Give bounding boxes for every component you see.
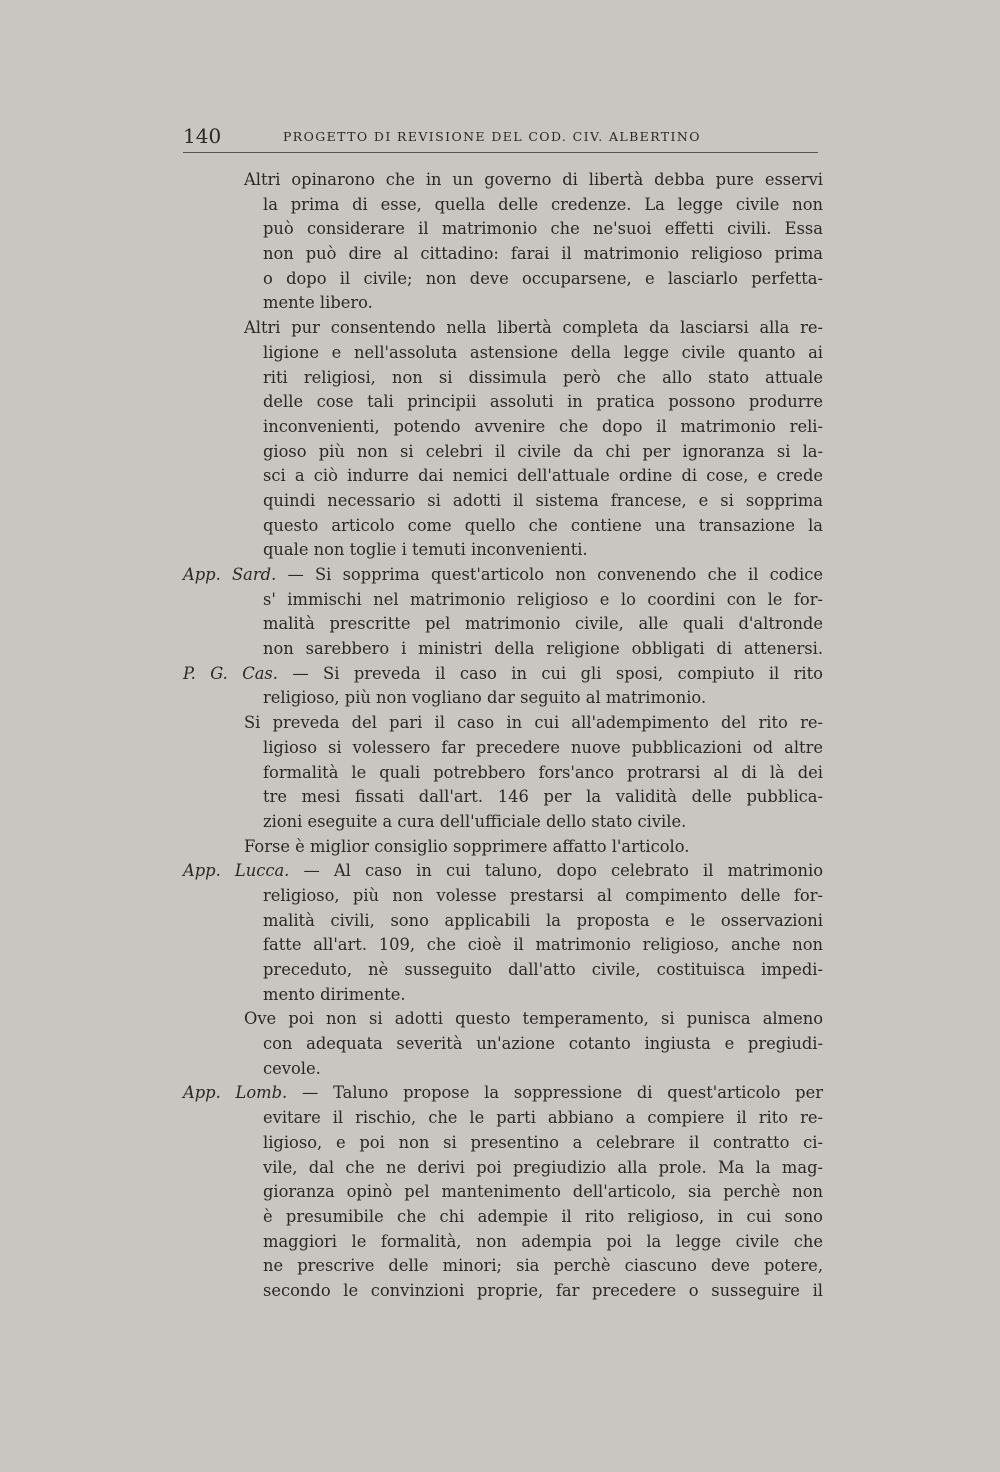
text-line bbox=[183, 390, 823, 415]
page-header bbox=[183, 124, 818, 150]
line-text: — Taluno propose la soppressione di quest'articolo per bbox=[287, 1083, 823, 1103]
text-line bbox=[183, 884, 823, 909]
line-text: non sarebbero i ministri della religione obbligati di attenersi. bbox=[263, 639, 823, 659]
text-line bbox=[183, 1180, 823, 1205]
text-line bbox=[183, 440, 823, 465]
source-label: App. Lomb. bbox=[183, 1083, 288, 1103]
text-line bbox=[183, 711, 823, 736]
text-line bbox=[183, 1279, 823, 1304]
text-line bbox=[183, 859, 823, 884]
text-line bbox=[183, 736, 823, 761]
line-text: — Si sopprima quest'articolo non convenendo che il codice bbox=[276, 565, 823, 584]
line-text: ligione e nell'assoluta astensione della legge civile quanto ai bbox=[263, 342, 823, 362]
text-line bbox=[183, 1205, 823, 1230]
text-line bbox=[183, 168, 823, 193]
text-line bbox=[183, 538, 823, 563]
text-line bbox=[183, 810, 823, 835]
running-title: PROGETTO DI REVISIONE DEL COD. CIV. ALBERTINO bbox=[283, 129, 701, 144]
line-text: cevole. bbox=[263, 1058, 321, 1078]
text-line bbox=[183, 242, 823, 267]
line-text: ne prescrive delle minori; sia perchè ciascuno deve potere, bbox=[263, 1256, 823, 1276]
line-text: malità prescritte pel matrimonio civile, alle quali d'altronde bbox=[263, 614, 823, 634]
text-line bbox=[183, 612, 823, 637]
text-line bbox=[183, 1254, 823, 1279]
text-line bbox=[183, 835, 823, 860]
text-line bbox=[183, 316, 823, 341]
line-text: religioso, più non volesse prestarsi al compimento delle for- bbox=[263, 885, 823, 905]
text-line bbox=[183, 1131, 823, 1156]
line-text: evitare il rischio, che le parti abbiano a compiere il rito re- bbox=[263, 1108, 823, 1128]
text-line bbox=[183, 662, 823, 687]
text-line bbox=[183, 217, 823, 242]
line-text: inconvenienti, potendo avvenire che dopo il matrimonio reli- bbox=[263, 416, 823, 436]
line-text: Altri pur consentendo nella libertà completa da lasciarsi alla re- bbox=[244, 318, 823, 338]
line-text: Altri opinarono che in un governo di libertà debba pure esservi bbox=[244, 170, 823, 189]
line-text: gioranza opinò pel mantenimento dell'articolo, sia perchè non bbox=[263, 1182, 823, 1202]
line-text: ligioso si volessero far precedere nuove pubblicazioni od altre bbox=[263, 737, 823, 757]
header-rule bbox=[183, 152, 818, 153]
body-text bbox=[183, 168, 823, 1304]
line-text: formalità le quali potrebbero fors'anco protrarsi al di là dei bbox=[263, 762, 823, 782]
line-text: preceduto, nè susseguito dall'atto civile, costituisca impedi- bbox=[263, 960, 823, 979]
text-line bbox=[183, 563, 823, 588]
text-line bbox=[183, 761, 823, 786]
line-text: o dopo il civile; non deve occuparsene, e lasciarlo perfetta- bbox=[263, 268, 823, 288]
line-text: fatte all'art. 109, che cioè il matrimonio religioso, anche non bbox=[263, 935, 823, 955]
line-text: sci a ciò indurre dai nemici dell'attuale ordine di cose, e crede bbox=[263, 466, 823, 486]
line-text: la prima di esse, quella delle credenze. La legge civile non bbox=[263, 194, 823, 214]
text-line bbox=[183, 291, 823, 316]
text-line bbox=[183, 415, 823, 440]
line-text: quindi necessario si adotti il sistema francese, e si sopprima bbox=[263, 490, 823, 510]
text-line bbox=[183, 514, 823, 539]
line-text: vile, dal che ne derivi poi pregiudizio alla prole. Ma la mag- bbox=[263, 1157, 823, 1177]
line-text: zioni eseguite a cura dell'ufficiale dello stato civile. bbox=[263, 811, 687, 831]
line-text: Ove poi non si adotti questo temperamento, si punisca almeno bbox=[244, 1009, 823, 1029]
text-line bbox=[183, 1007, 823, 1032]
page-number: 140 bbox=[183, 124, 222, 148]
line-text: con adequata severità un'azione cotanto ingiusta e pregiudi- bbox=[263, 1034, 823, 1054]
line-text: — Si preveda il caso in cui gli sposi, compiuto il rito bbox=[277, 663, 823, 683]
text-line bbox=[183, 341, 823, 366]
line-text: è presumibile che chi adempie il rito religioso, in cui sono bbox=[263, 1206, 823, 1226]
source-label: App. Sard. bbox=[183, 565, 277, 584]
line-text: non può dire al cittadino: farai il matrimonio religioso prima bbox=[263, 244, 823, 264]
source-label: P. G. Cas. bbox=[183, 663, 278, 683]
text-line bbox=[183, 1057, 823, 1082]
line-text: maggiori le formalità, non adempia poi la legge civile che bbox=[263, 1231, 823, 1251]
text-line bbox=[183, 1156, 823, 1181]
line-text: Forse è miglior consiglio sopprimere affatto l'articolo. bbox=[244, 836, 690, 856]
line-text: ligioso, e poi non si presentino a celebrare il contratto ci- bbox=[263, 1132, 823, 1152]
line-text: Si preveda del pari il caso in cui all'adempimento del rito re- bbox=[244, 713, 823, 733]
text-line bbox=[183, 1081, 823, 1106]
text-line bbox=[183, 933, 823, 958]
text-line bbox=[183, 1032, 823, 1057]
line-text: s' immischi nel matrimonio religioso e lo coordini con le for- bbox=[263, 589, 823, 609]
text-line bbox=[183, 909, 823, 934]
text-line bbox=[183, 686, 823, 711]
line-text: quale non toglie i temuti inconvenienti. bbox=[263, 540, 588, 560]
line-text: delle cose tali principii assoluti in pratica possono produrre bbox=[263, 392, 823, 412]
text-line bbox=[183, 1230, 823, 1255]
line-text: gioso più non si celebri il civile da chi per ignoranza si la- bbox=[263, 441, 823, 461]
text-line bbox=[183, 637, 823, 662]
text-line bbox=[183, 588, 823, 613]
line-text: questo articolo come quello che contiene una transazione la bbox=[263, 515, 823, 535]
text-line bbox=[183, 983, 823, 1008]
text-line bbox=[183, 489, 823, 514]
text-line bbox=[183, 464, 823, 489]
text-line bbox=[183, 267, 823, 292]
line-text: può considerare il matrimonio che ne'suoi effetti civili. Essa bbox=[263, 219, 823, 239]
line-text: tre mesi fissati dall'art. 146 per la validità delle pubblica- bbox=[263, 787, 823, 807]
text-line bbox=[183, 366, 823, 391]
text-line bbox=[183, 1106, 823, 1131]
line-text: — Al caso in cui taluno, dopo celebrato il matrimonio bbox=[289, 861, 823, 881]
text-line bbox=[183, 193, 823, 218]
line-text: mento dirimente. bbox=[263, 984, 406, 1004]
line-text: secondo le convinzioni proprie, far precedere o susseguire il bbox=[263, 1280, 823, 1300]
text-line bbox=[183, 958, 823, 983]
line-text: riti religiosi, non si dissimula però che allo stato attuale bbox=[263, 367, 823, 387]
line-text: malità civili, sono applicabili la proposta e le osservazioni bbox=[263, 910, 823, 930]
text-line bbox=[183, 785, 823, 810]
line-text: mente libero. bbox=[263, 293, 373, 313]
line-text: religioso, più non vogliano dar seguito al matrimonio. bbox=[263, 688, 707, 708]
source-label: App. Lucca. bbox=[183, 861, 290, 881]
